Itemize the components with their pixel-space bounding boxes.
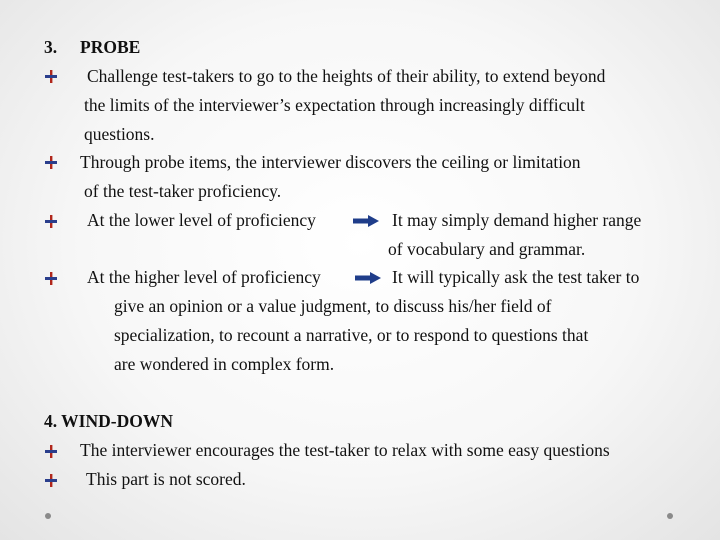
section-number: 3. (44, 37, 58, 57)
bullet-text-line: specialization, to recount a narrative, or to respond to questions that (114, 325, 589, 345)
bullet-text-line: give an opinion or a value judgment, to discuss his/her field of (114, 296, 552, 316)
right-arrow-icon (355, 272, 381, 284)
bullet-text-right: It will typically ask the test taker to (392, 267, 640, 287)
bullet-text-line: Challenge test-takers to go to the heights of their ability, to extend beyond (87, 66, 606, 86)
bullet-marker-icon (45, 272, 57, 285)
bullet-text-line: This part is not scored. (86, 469, 246, 489)
section-heading-probe: PROBE (80, 37, 141, 57)
bullet-text-line: of the test-taker proficiency. (84, 181, 282, 201)
bullet-marker-icon (45, 70, 57, 83)
bullet-marker-icon (45, 156, 57, 169)
bullet-text-right: of vocabulary and grammar. (388, 239, 586, 259)
bullet-text-line: The interviewer encourages the test-taker to relax with some easy questions (80, 440, 610, 460)
bullet-marker-icon (45, 215, 57, 228)
bullet-text-line: the limits of the interviewer’s expectation through increasingly difficult (84, 95, 585, 115)
bullet-text-left: At the lower level of proficiency (87, 210, 316, 230)
bullet-marker-icon (45, 445, 57, 458)
bullet-text-left: At the higher level of proficiency (87, 267, 321, 287)
bullet-text-right: It may simply demand higher range (392, 210, 642, 230)
footer-dot-icon (667, 513, 673, 519)
bullet-marker-icon (45, 474, 57, 487)
section-heading-wind-down: 4. WIND-DOWN (44, 411, 173, 431)
footer-dot-icon (45, 513, 51, 519)
bullet-text-line: questions. (84, 124, 155, 144)
bullet-text-line: are wondered in complex form. (114, 354, 335, 374)
bullet-text-line: Through probe items, the interviewer discovers the ceiling or limitation (80, 152, 581, 172)
right-arrow-icon (353, 215, 379, 227)
